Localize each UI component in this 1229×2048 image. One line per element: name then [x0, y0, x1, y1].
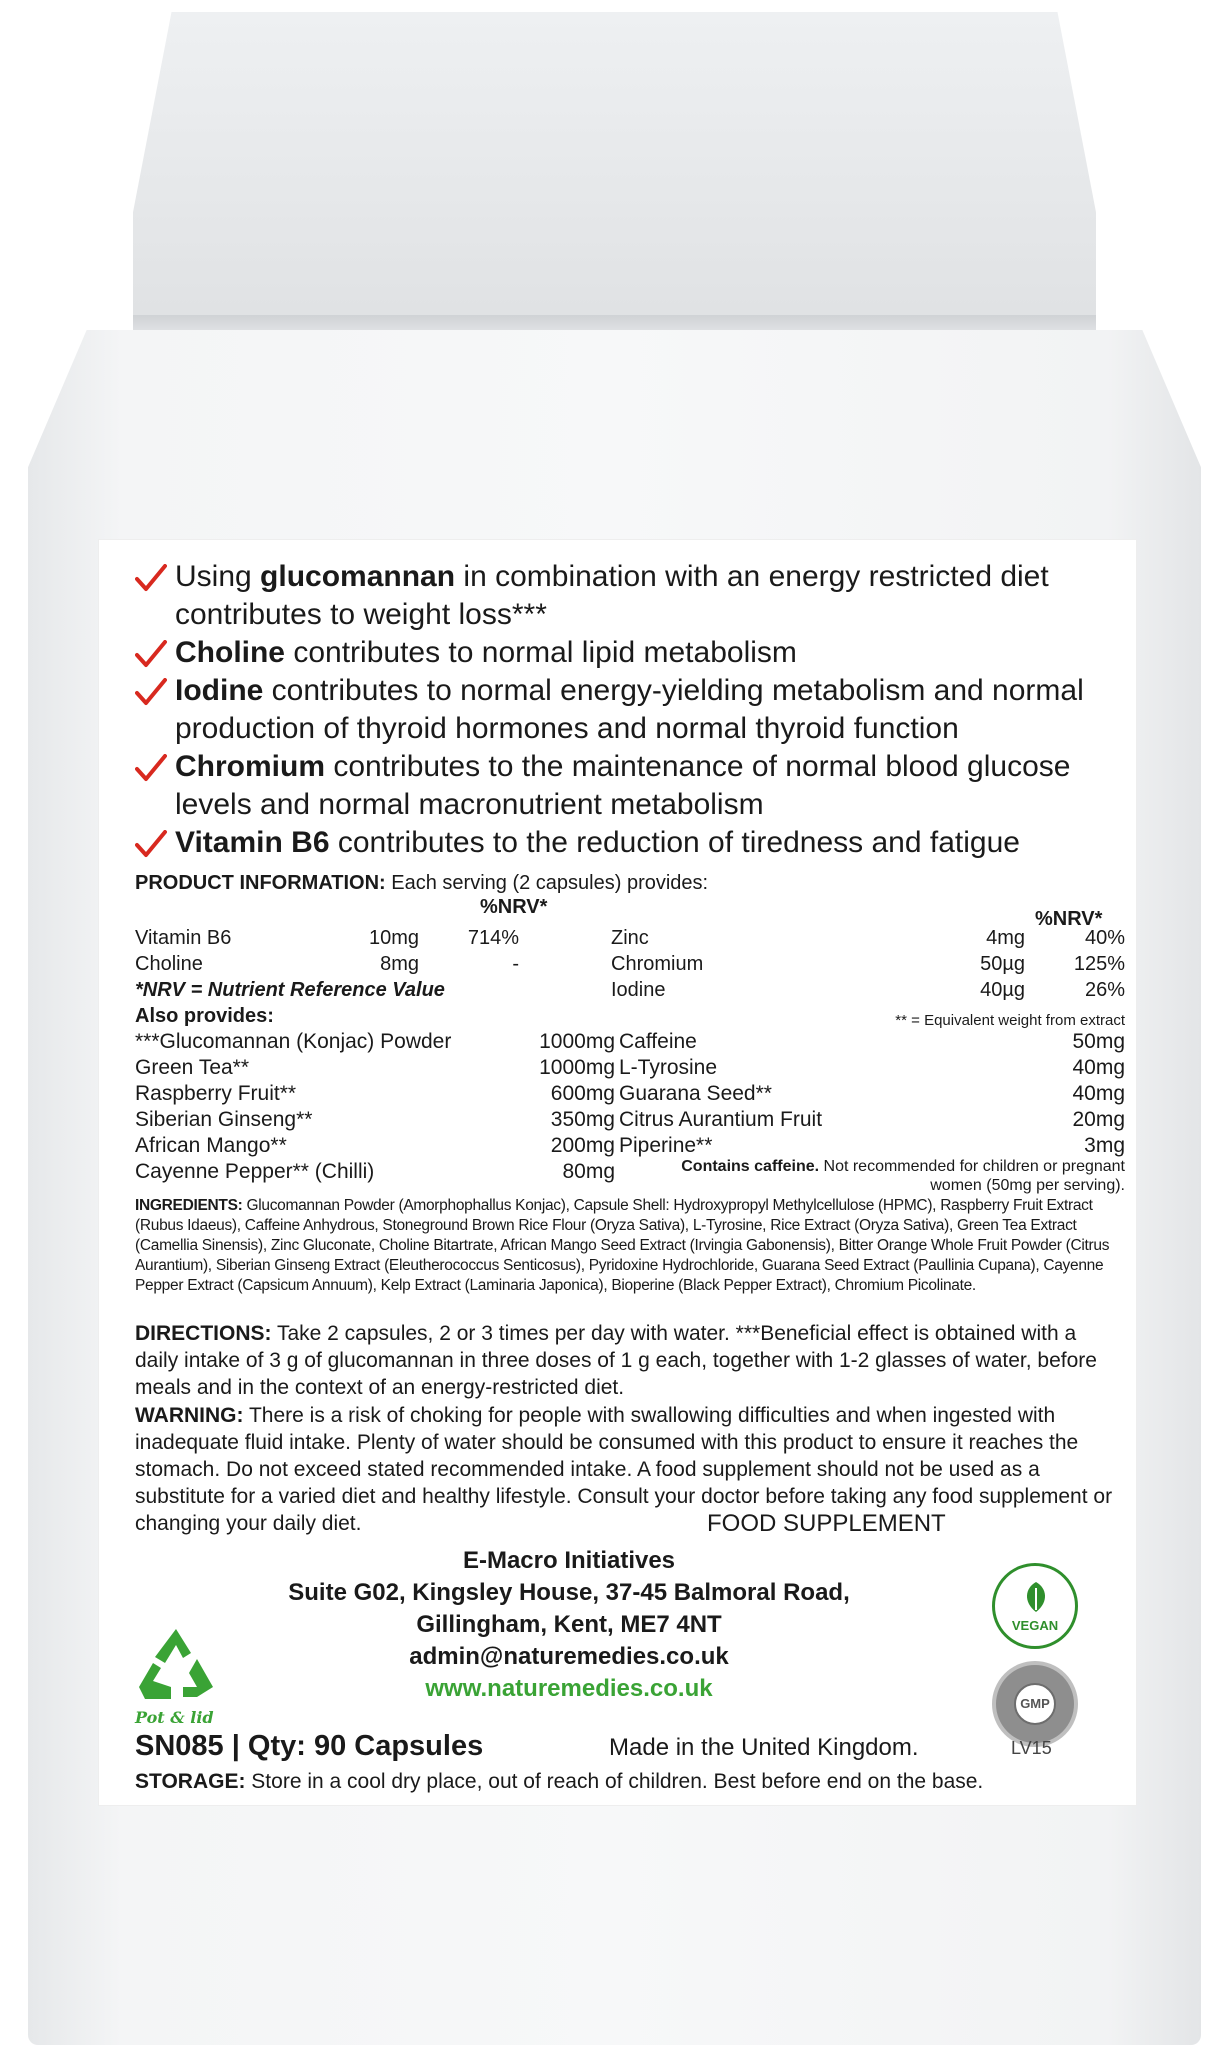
nutrient-nrv: 714% [467, 927, 519, 949]
ingredient-name: Guarana Seed** [619, 1082, 772, 1105]
ingredient-name: Caffeine [619, 1030, 697, 1053]
product-information [135, 870, 1125, 1194]
nutrient-amount: 50µg [980, 953, 1025, 975]
nutrient-nrv: 26% [1084, 979, 1125, 1001]
nutrient-nrv: - [512, 953, 519, 975]
ingredient-amount: 3mg [1084, 1134, 1125, 1157]
leaf-icon [1019, 1580, 1053, 1614]
check-icon [135, 672, 175, 710]
nutrient-amount: 40µg [980, 979, 1025, 1001]
gmp-label: GMP [1020, 1696, 1050, 1711]
nrv-note: *NRV = Nutrient Reference Value [135, 979, 445, 1001]
ingredient-name: Piperine** [619, 1134, 713, 1157]
ingredient-amount: 600mg [550, 1082, 615, 1105]
claim-iodine: Iodine contributes to normal energy-yielding metabolism and normal production of thyroid hormones and normal thyroid function [135, 672, 1125, 748]
also-provides-heading: Also provides: [135, 1005, 274, 1027]
ingredient-name: Cayenne Pepper** (Chilli) [135, 1160, 375, 1183]
nrv-header-left: %NRV* [480, 896, 548, 918]
food-supplement-label: FOOD SUPPLEMENT [707, 1510, 946, 1537]
ingredient-amount: 1000mg [539, 1030, 615, 1053]
product-label [99, 540, 1136, 1805]
nrv-header-right: %NRV* [1035, 908, 1103, 930]
caffeine-warning: Contains caffeine. Not recommended for children or pregnant women (50mg per serving). [681, 1158, 1125, 1194]
company-address-line1: Suite G02, Kingsley House, 37-45 Balmoral Road, [288, 1579, 850, 1606]
nutrient-amount: 4mg [986, 927, 1025, 949]
ingredient-name: L-Tyrosine [619, 1056, 718, 1079]
directions-text: DIRECTIONS: Take 2 capsules, 2 or 3 times per day with water. ***Beneficial effect is obtained with a daily intake of 3 g of glucomannan in three doses of 1 g each, together with 1-2 glasses of water, before meals and in the context of an energy-restricted diet. [135, 1322, 1097, 1399]
ingredient-amount: 20mg [1072, 1108, 1125, 1131]
check-icon [135, 824, 175, 862]
nutrient-nrv: 125% [1073, 953, 1125, 975]
nutrient-name: Choline [135, 953, 203, 975]
product-info-heading: PRODUCT INFORMATION: Each serving (2 capsules) provides: [135, 872, 709, 894]
company-address-line2: Gillingham, Kent, ME7 4NT [416, 1611, 722, 1638]
vegan-label: VEGAN [1011, 1618, 1059, 1633]
claim-vitamin-b6: Vitamin B6 contributes to the reduction of tiredness and fatigue [135, 824, 1125, 862]
ingredient-name: African Mango** [135, 1134, 287, 1157]
gmp-seal-icon [1014, 1683, 1056, 1725]
ingredient-name: ***Glucomannan (Konjac) Powder [135, 1030, 452, 1053]
nutrient-amount: 8mg [380, 953, 419, 975]
check-icon [135, 748, 175, 786]
ingredient-amount: 350mg [550, 1108, 615, 1131]
nutrient-name: Chromium [611, 953, 704, 975]
product-code: SN085 | Qty: 90 Capsules [135, 1730, 484, 1762]
recycle-label: Pot & lid [135, 1708, 214, 1727]
ingredients-text: INGREDIENTS: Glucomannan Powder (Amorphophallus Konjac), Capsule Shell: Hydroxypropyl Methylcellulose (HPMC), Raspberry Fruit Extract (Rubus Idaeus), Caffeine Anhydrous, Stoneground Brown Rice Flour (Oryza Sativa), L-Tyrosine, Rice Extract (Oryza Sativa), Green Tea Extract (Camellia Sinensis), Zinc Gluconate, Choline Bitartrate, African Mango Seed Extract (Irvingia Gabonensis), Bitter Orange Whole Fruit Powder (Citrus Aurantium), Siberian Ginseng Extract (Eleutherococcus Senticosus), Pyridoxine Hydrochloride, Guarana Seed Extract (Paullinia Cupana), Cayenne Pepper Extract (Capsicum Annuum), Kelp Extract (Laminaria Japonica), Bioperine (Black Pepper Extract), Chromium Picolinate. [135, 1197, 1110, 1294]
storage-text: STORAGE: Store in a cool dry place, out of reach of children. Best before end on the base. [135, 1770, 984, 1793]
gmp-badge [992, 1661, 1078, 1747]
nutrient-nrv: 40% [1084, 927, 1125, 949]
ingredient-name: Citrus Aurantium Fruit [619, 1108, 823, 1131]
bottle-lid [133, 12, 1096, 335]
nutrient-name: Iodine [611, 979, 666, 1001]
check-icon [135, 558, 175, 596]
warning-text: WARNING: There is a risk of choking for people with swallowing difficulties and when ingested with inadequate fluid intake. Plenty of water should be consumed with this product to ensure it reaches the stomach. Do not exceed stated recommended intake. A food supplement should not be used as a substitute for a varied diet and healthy lifestyle. Consult your doctor before taking any food supplement or changing your daily diet. [135, 1404, 1113, 1535]
nutrient-name: Vitamin B6 [135, 927, 232, 949]
nutrient-amount: 10mg [368, 927, 419, 949]
made-in: Made in the United Kingdom. [609, 1734, 919, 1761]
vegan-badge [992, 1563, 1078, 1649]
equivalent-weight-note: ** = Equivalent weight from extract [895, 1012, 1125, 1029]
ingredient-amount: 40mg [1072, 1056, 1125, 1079]
ingredient-amount: 80mg [562, 1160, 615, 1183]
recycle-icon [131, 1625, 241, 1715]
ingredient-name: Raspberry Fruit** [135, 1082, 297, 1105]
claim-glucomannan: Using glucomannan in combination with an energy restricted diet contributes to weight loss*** [135, 558, 1125, 634]
claim-chromium: Chromium contributes to the maintenance of normal blood glucose levels and normal macronutrient metabolism [135, 748, 1125, 824]
claim-choline: Choline contributes to normal lipid metabolism [135, 634, 1125, 672]
ingredient-amount: 50mg [1072, 1030, 1125, 1053]
ingredient-amount: 200mg [550, 1134, 615, 1157]
ingredient-name: Siberian Ginseng** [135, 1108, 313, 1131]
ingredient-name: Green Tea** [135, 1056, 250, 1079]
company-name: E-Macro Initiatives [462, 1547, 676, 1574]
nutrient-name: Zinc [611, 927, 649, 949]
ingredient-amount: 1000mg [539, 1056, 615, 1079]
check-icon [135, 634, 175, 672]
label-version: LV15 [1011, 1738, 1052, 1758]
health-claims [135, 558, 1125, 862]
company-email[interactable]: admin@naturemedies.co.uk [409, 1643, 729, 1670]
ingredient-amount: 40mg [1072, 1082, 1125, 1105]
company-website[interactable]: www.naturemedies.co.uk [425, 1675, 713, 1702]
company-block [269, 1545, 869, 1705]
